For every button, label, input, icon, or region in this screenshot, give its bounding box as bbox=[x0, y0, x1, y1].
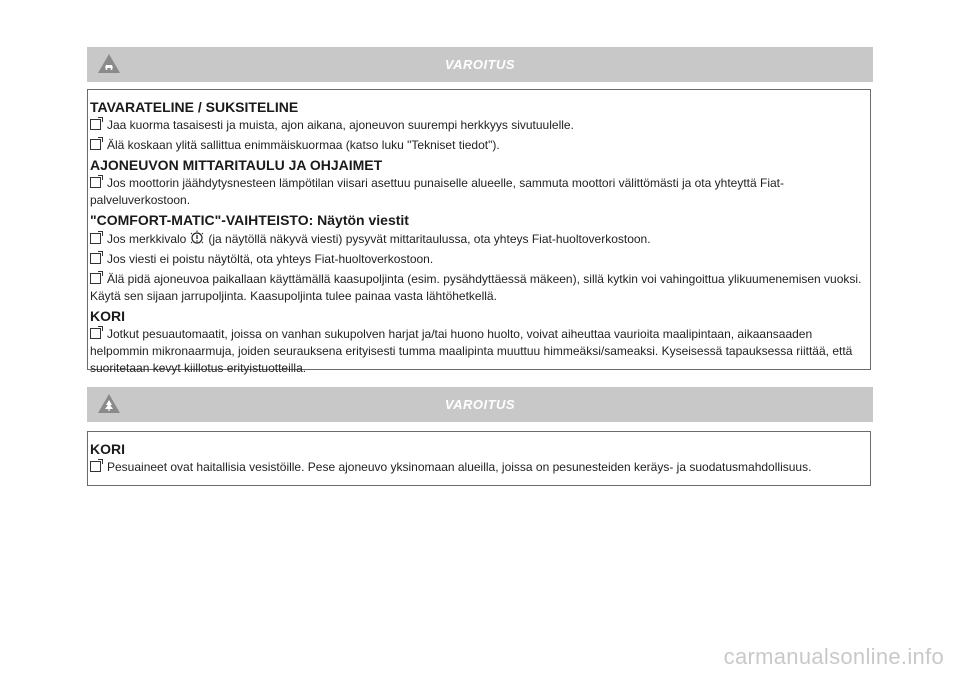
section-title: KORI bbox=[90, 308, 125, 324]
list-item: Jotkut pesuautomaatit, joissa on vanhan sukupolven harjat ja/tai huono huolto, voivat aiheuttaa vaurioita maalipintaan, aikaansaaden helpommin mikronaarmuja, joiden seurauksena erityisesti tumma maalipinta muuttuu himmeäksi/sameaksi. Kyseisessä tapauksessa riittää, että suoritetaan kevyt kiillotus erityistuotteilla. bbox=[90, 327, 853, 375]
list-item: Älä koskaan ylitä sallittua enimmäiskuormaa (katso luku "Tekniset tiedot"). bbox=[90, 137, 862, 154]
checkbox-icon bbox=[90, 461, 101, 472]
checkbox-icon bbox=[90, 177, 101, 188]
warning-header-2 bbox=[87, 387, 873, 422]
checkbox-icon bbox=[90, 233, 101, 244]
list-item: Jaa kuorma tasaisesti ja muista, ajon aikana, ajoneuvon suurempi herkkyys sivutuulelle. bbox=[90, 117, 862, 134]
list-item: Jos merkkivalo (ja näytöllä näkyvä viesti) pysyvät mittaritaulussa, ota yhteys Fiat-huoltoverkostoon. bbox=[90, 230, 862, 248]
section-title: KORI bbox=[90, 441, 125, 457]
warning-box-2 bbox=[87, 431, 871, 486]
list-item: Jos moottorin jäähdytysnesteen lämpötilan viisari asettuu punaiselle alueelle, sammuta moottori välittömästi ja ota yhteyttä Fiat-palveluverkostoon. bbox=[90, 176, 784, 207]
warning-header-1 bbox=[87, 47, 873, 82]
checkbox-icon bbox=[90, 328, 101, 339]
section-title: AJONEUVON MITTARITAULU JA OHJAIMET bbox=[90, 157, 383, 173]
section-title: TAVARATELINE / SUKSITELINE bbox=[90, 99, 299, 115]
checkbox-icon bbox=[90, 119, 101, 130]
section-title: "COMFORT-MATIC"-VAIHTEISTO: Näytön viestit bbox=[90, 212, 409, 228]
warning-title: VAROITUS bbox=[444, 397, 516, 412]
list-item: Jos viesti ei poistu näytöltä, ota yhteys Fiat-huoltoverkostoon. bbox=[90, 251, 862, 268]
list-item: Pesuaineet ovat haitallisia vesistöille. Pese ajoneuvo yksinomaan alueilla, joissa on pesunesteiden keräys- ja suodatusmahdollisuus. bbox=[90, 459, 862, 476]
checkbox-icon bbox=[90, 273, 101, 284]
list-item: Älä pidä ajoneuvoa paikallaan käyttämällä kaasupoljinta (esim. pysähdyttäessä mäkeen), sillä kytkin voi vahingoittua ylikuumenemisen vuoksi. Käytä sen sijaan jarrupoljinta. Kaasupoljinta tulee painaa vasta lähtöhetkellä. bbox=[90, 272, 862, 303]
checkbox-icon bbox=[90, 139, 101, 150]
warning-title: VAROITUS bbox=[444, 57, 516, 72]
warning-box-1 bbox=[87, 89, 871, 375]
checkbox-icon bbox=[90, 253, 101, 264]
watermark: carmanualsonline.info bbox=[723, 644, 944, 669]
gearbox-warning-icon bbox=[188, 230, 206, 246]
